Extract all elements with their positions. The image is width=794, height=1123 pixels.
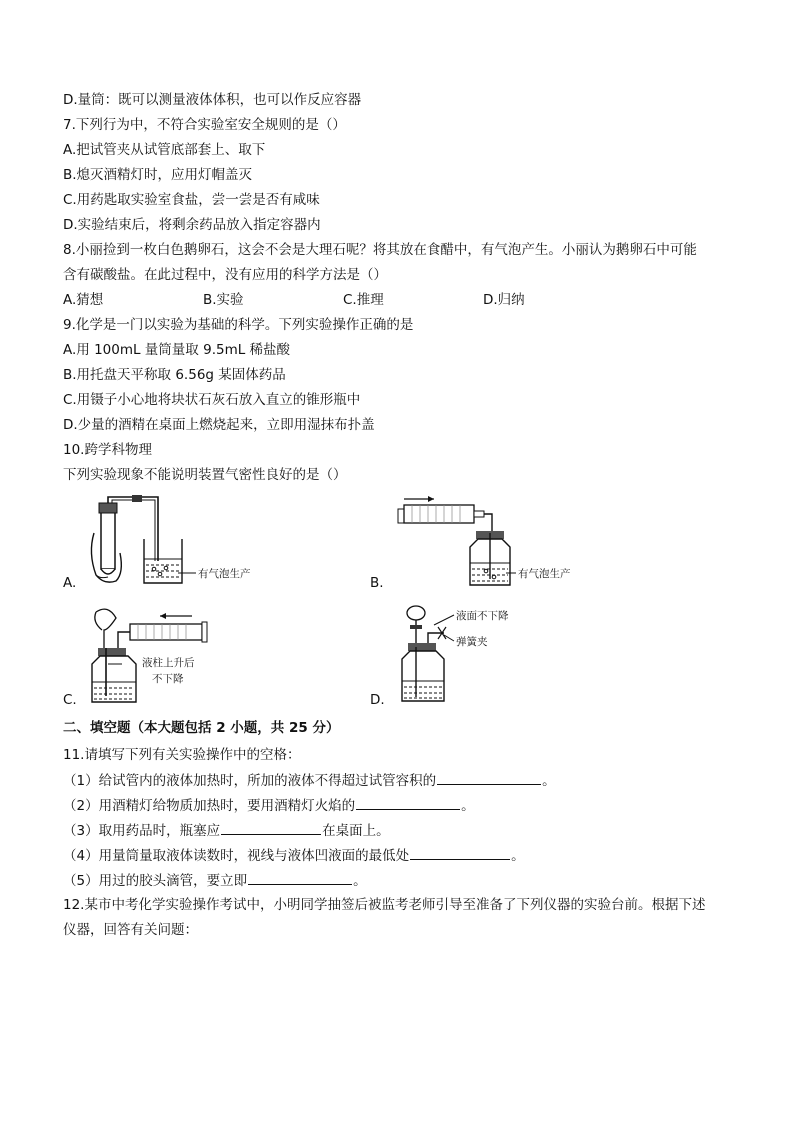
q7-stem: 7.下列行为中，不符合实验室安全规则的是（） xyxy=(63,117,346,133)
figure-c-letter: C. xyxy=(63,692,77,708)
q11-item-2-blank[interactable] xyxy=(356,795,460,810)
q8-option-c: C.推理 xyxy=(343,292,384,308)
q11-item-5-text: （5）用过的胶头滴管，要立即 xyxy=(63,873,248,889)
figure-b-drawing xyxy=(390,493,630,593)
q11-item-3-text: （3）取用药品时，瓶塞应 xyxy=(63,823,221,839)
q8-option-b: B.实验 xyxy=(203,292,244,308)
q9-option-c: C.用镊子小心地将块状石灰石放入直立的锥形瓶中 xyxy=(63,392,361,408)
figure-a-drawing xyxy=(60,493,300,593)
figure-c xyxy=(86,608,326,708)
q11-item-1 xyxy=(63,770,556,791)
q7-option-d: D.实验结束后，将剩余药品放入指定容器内 xyxy=(63,217,321,233)
q11-stem: 11.请填写下列有关实验操作中的空格： xyxy=(63,747,301,763)
figure-d-letter: D. xyxy=(370,692,385,708)
q11-item-2 xyxy=(63,795,475,816)
q9-option-a: A.用 100mL 量筒量取 9.5mL 稀盐酸 xyxy=(63,342,291,358)
figure-a xyxy=(60,493,300,593)
q8-stem-line2: 含有碳酸盐。在此过程中，没有应用的科学方法是（） xyxy=(63,267,387,283)
figure-b xyxy=(390,493,630,593)
figure-a-letter: A. xyxy=(63,575,77,591)
q9-option-d: D.少量的酒精在桌面上燃烧起来，立即用湿抹布扑盖 xyxy=(63,417,375,433)
section-2-heading: 二、填空题（本大题包括 2 小题，共 25 分） xyxy=(63,720,340,736)
q8-option-a: A.猜想 xyxy=(63,292,104,308)
figure-d-label-1: 液面不下降 xyxy=(456,610,509,622)
q12-stem-line2: 仪器，回答有关问题： xyxy=(63,922,198,938)
q11-item-4-blank[interactable] xyxy=(410,845,510,860)
q11-item-3-blank[interactable] xyxy=(221,820,321,835)
q12-stem-line1: 12.某市中考化学实验操作考试中，小明同学抽签后被监考老师引导至准备了下列仪器的实验台前。根据下述 xyxy=(63,897,706,913)
q11-item-3 xyxy=(63,820,390,841)
q11-item-1-end: 。 xyxy=(542,773,556,789)
q11-item-5 xyxy=(63,870,367,891)
q11-item-4 xyxy=(63,845,525,866)
q11-item-4-text: （4）用量筒量取液体读数时，视线与液体凹液面的最低处 xyxy=(63,848,410,864)
figure-b-label: 有气泡生产 xyxy=(518,568,571,580)
q8-option-d: D.归纳 xyxy=(483,292,525,308)
q11-item-5-blank[interactable] xyxy=(248,870,352,885)
q6-option-d: D.量筒：既可以测量液体体积，也可以作反应容器 xyxy=(63,92,362,108)
figure-d-drawing xyxy=(398,603,638,708)
q11-item-4-end: 。 xyxy=(511,848,525,864)
q11-item-1-text: （1）给试管内的液体加热时，所加的液体不得超过试管容积的 xyxy=(63,773,437,789)
q7-option-b: B.熄灭酒精灯时，应用灯帽盖灭 xyxy=(63,167,253,183)
q11-item-3-end: 在桌面上。 xyxy=(322,823,390,839)
figure-c-drawing xyxy=(86,608,326,708)
q9-stem: 9.化学是一门以实验为基础的科学。下列实验操作正确的是 xyxy=(63,317,414,333)
q10-stem: 下列实验现象不能说明装置气密性良好的是（） xyxy=(63,467,347,483)
q8-stem-line1: 8.小丽捡到一枚白色鹅卵石，这会不会是大理石呢？将其放在食醋中，有气泡产生。小丽认为鹅卵石中可能 xyxy=(63,242,697,258)
figure-c-label-2: 不下降 xyxy=(152,673,184,685)
q9-option-b: B.用托盘天平称取 6.56g 某固体药品 xyxy=(63,367,286,383)
figure-b-letter: B. xyxy=(370,575,384,591)
figure-c-label-1: 液柱上升后 xyxy=(142,657,195,669)
q7-option-c: C.用药匙取实验室食盐，尝一尝是否有咸味 xyxy=(63,192,320,208)
q7-option-a: A.把试管夹从试管底部套上、取下 xyxy=(63,142,266,158)
q11-item-2-text: （2）用酒精灯给物质加热时，要用酒精灯火焰的 xyxy=(63,798,356,814)
q10-heading: 10.跨学科物理 xyxy=(63,442,152,458)
figure-d xyxy=(398,603,638,708)
figure-d-label-2: 弹簧夹 xyxy=(456,636,488,648)
q11-item-5-end: 。 xyxy=(353,873,367,889)
figure-a-label: 有气泡生产 xyxy=(198,568,251,580)
q11-item-1-blank[interactable] xyxy=(437,770,541,785)
q11-item-2-end: 。 xyxy=(461,798,475,814)
